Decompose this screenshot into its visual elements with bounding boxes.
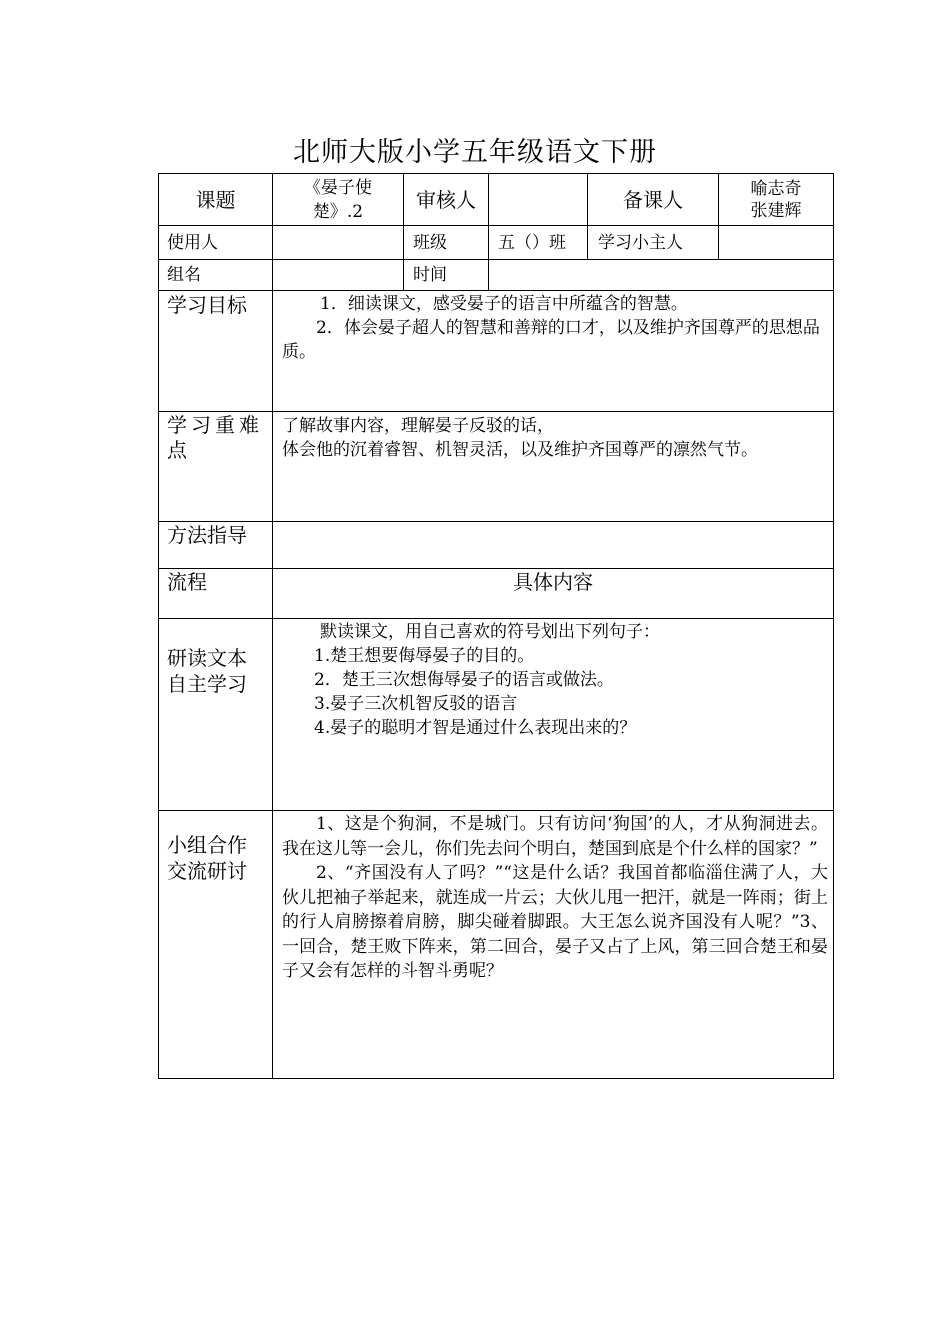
- host-value: [727, 226, 831, 259]
- class-value: 五（）班: [498, 232, 566, 253]
- topic-value: [273, 174, 403, 225]
- goal-item: 2．体会晏子超人的智慧和善辩的口才，以及维护齐国尊严的思想品质。: [282, 318, 820, 362]
- goal-item: 1．细读课文，感受晏子的语言中所蕴含的智慧。: [320, 294, 688, 314]
- group-discussion-label-line: 交流研讨: [167, 859, 247, 883]
- study-content: [282, 620, 828, 740]
- document-title: 北师大版小学五年级语文下册: [293, 137, 657, 168]
- topic-label: 课题: [195, 187, 236, 212]
- difficulty-content: [282, 414, 828, 462]
- table-border-left: [158, 173, 159, 1079]
- group-discussion-content: [282, 812, 828, 984]
- discussion-paragraph: 1、这是个狗洞，不是城门。只有访问‘狗国’的人，才从狗洞进去。我在这儿等一会儿，你们先去问个明白，楚国到底是个什么样的国家？”: [282, 814, 828, 859]
- study-label-line: 自主学习: [167, 672, 247, 696]
- preparer-names: [719, 174, 833, 225]
- goals-content: [282, 292, 828, 364]
- study-label: [167, 645, 271, 697]
- host-label: 学习小主人: [598, 232, 683, 253]
- difficulty-item: 了解故事内容，理解晏子反驳的话，: [282, 416, 554, 436]
- reviewer-label: 审核人: [416, 187, 476, 212]
- user-label: 使用人: [167, 232, 218, 253]
- group-label: 组名: [167, 265, 201, 285]
- study-label-line: 研读文本: [167, 646, 247, 670]
- study-item: 4.晏子的聪明才智是通过什么表现出来的？: [314, 718, 637, 738]
- study-item: 3.晏子三次机智反驳的语言: [314, 694, 518, 714]
- study-item: 2．楚王三次想侮辱晏子的语言或做法。: [314, 670, 614, 690]
- table-border-bottom: [158, 1078, 834, 1079]
- group-discussion-label-line: 小组合作: [167, 833, 247, 857]
- table-row-line: [158, 618, 834, 619]
- preparer-name: 喻志奇: [750, 178, 802, 199]
- table-border-right: [833, 173, 834, 1079]
- class-label: 班级: [413, 232, 447, 253]
- difficulty-label: [167, 413, 265, 463]
- topic-value-text: 《晏子使楚》.2: [304, 177, 372, 222]
- table-divider-label: [272, 173, 273, 1079]
- study-item: 1.楚王想要侮辱晏子的目的。: [314, 646, 535, 666]
- goals-label: 学习目标: [167, 293, 247, 317]
- group-value: [280, 260, 400, 290]
- time-label: 时间: [413, 265, 447, 285]
- preparer-name: 张建辉: [750, 200, 802, 221]
- table-row-line: [158, 411, 834, 412]
- table-row-line: [158, 290, 834, 291]
- flow-content-header: 具体内容: [513, 570, 593, 594]
- difficulty-label-text: 学习重难点: [167, 413, 263, 462]
- difficulty-item: 体会他的沉着睿智、机智灵活，以及维护齐国尊严的凛然气节。: [282, 440, 758, 460]
- user-value: [280, 226, 400, 259]
- table-row-line: [158, 810, 834, 811]
- study-item: 默读课文，用自己喜欢的符号划出下列句子：: [320, 622, 660, 642]
- reviewer-value: [489, 174, 587, 225]
- group-discussion-label: [167, 832, 271, 884]
- time-value: [498, 260, 828, 290]
- method-label: 方法指导: [167, 523, 247, 547]
- preparer-label: 备课人: [623, 187, 683, 212]
- discussion-paragraph: 2、“齐国没有人了吗？”“这是什么话？我国首都临淄住满了人，大伙儿把袖子举起来，就连成一片云；大伙儿甩一把汗，就是一阵雨；街上的行人肩膀擦着肩膀，脚尖碰着脚跟。大王怎么说齐国没有人呢？”3、一回合，楚王败下阵来，第二回合，晏子又占了上风，第三回合楚王和晏子又会有怎样的斗智斗勇呢？: [282, 863, 828, 981]
- flow-label: 流程: [167, 570, 207, 594]
